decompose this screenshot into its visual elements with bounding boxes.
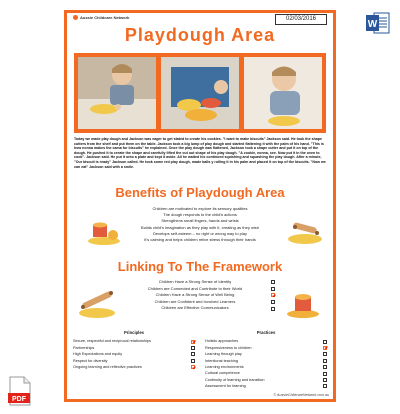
principle-label: Secure, respectful and reciprocal relationships: [73, 339, 151, 344]
pdf-document-icon[interactable]: [8, 376, 32, 406]
practice-label: Learning through play: [205, 352, 242, 357]
outcome-label: Children Have a Strong Sense of Well Being: [155, 292, 235, 298]
principle-label: High Expectations and equity: [73, 352, 123, 357]
principles-column: [73, 330, 195, 370]
practice-checkbox[interactable]: [323, 359, 327, 363]
practice-label: Holistic approaches: [205, 339, 239, 344]
playdough-tubs-icon: [87, 219, 121, 245]
linking-heading: Linking To The Framework: [117, 259, 283, 274]
principle-checkbox[interactable]: [191, 340, 195, 344]
practice-row: [205, 383, 327, 389]
principle-checkbox[interactable]: [191, 346, 195, 350]
benefit-item: Develops self-esteem – no right or wrong way to play: [152, 230, 248, 236]
principle-checkbox[interactable]: [191, 365, 195, 369]
principle-label: Ongoing learning and reflective practices: [73, 365, 142, 370]
document-sheet: [64, 10, 336, 402]
practice-label: Learning environments: [205, 365, 244, 370]
principle-checkbox[interactable]: [191, 359, 195, 363]
practice-label: Cultural competence: [205, 371, 240, 376]
benefits-heading: Benefits of Playdough Area: [115, 185, 285, 200]
photo-child-smiling: [244, 57, 322, 129]
framework-outcome-row: [125, 286, 275, 293]
practice-checkbox[interactable]: [323, 378, 327, 382]
practice-checkbox[interactable]: [323, 340, 327, 344]
benefit-item: Strengthens small fingers, hands and wrists: [161, 218, 239, 224]
principle-checkbox[interactable]: [191, 352, 195, 356]
framework-outcomes-list: [125, 279, 275, 312]
practice-checkbox[interactable]: [323, 384, 327, 388]
practice-label: Continuity of learning and transition: [205, 377, 265, 382]
framework-outcome-row: [125, 299, 275, 306]
practice-checkbox[interactable]: [323, 352, 327, 356]
page-title: Playdough Area: [124, 25, 276, 45]
practice-label: Intentional teaching: [205, 358, 238, 363]
framework-outcome-row: [125, 292, 275, 299]
benefits-list: [117, 206, 283, 243]
header-bar: [67, 13, 333, 24]
framework-outcome-row: [125, 279, 275, 286]
practice-checkbox[interactable]: [323, 365, 327, 369]
logo-text: Aussie Childcare Network: [80, 15, 130, 20]
practices-column: [205, 330, 327, 390]
logo-icon: [73, 15, 78, 20]
outcome-checkbox[interactable]: [271, 287, 275, 291]
practice-checkbox[interactable]: [323, 346, 327, 350]
observation-story: Today we made play dough and Jackson was eager to get stated to create his cookies. "I want to make biscuits" Jackson said. He took the shape cutters from the shelf and put them on the table. Jackson took a big lump of play dough and started flattening it with the palm of his hand. "This is how nonna makes the cama for biscuits" he explained. Once the play dough was flattened, Jackson took a shape cutter and put it on top of the dough. He pushed it to create the shape and carefully lifted the cut out shape of his play dough. "A cookie, nonna, see. Now put it in the oven to cook". Jackson said. He put it onto a plate and kept it aside. All he waited his continued squishing and squashing the play dough. After a minute, "Our biscuit is ready" Jackson called. He took some red play dough, made balls y rolling it in his palm and placed it on top of the biscuits. "Now we can eat" Jackson said with a smile.: [74, 137, 326, 169]
word-document-icon[interactable]: [366, 12, 390, 34]
practices-heading: Practices: [256, 330, 276, 335]
principle-row: [73, 364, 195, 370]
principle-label: Respect for diversity: [73, 358, 108, 363]
svg-text:W: W: [367, 19, 378, 30]
outcome-checkbox[interactable]: [271, 293, 275, 297]
framework-outcome-row: [125, 305, 275, 312]
practice-label: Responsiveness to children: [205, 345, 252, 350]
outcome-checkbox[interactable]: [271, 307, 275, 311]
logo: [73, 15, 129, 20]
outcome-label: Children are Confident and Involved Learners: [154, 298, 236, 304]
practice-checkbox[interactable]: [323, 372, 327, 376]
date-field: 02/03/2016: [275, 14, 327, 25]
principle-label: Partnerships: [73, 345, 95, 350]
photo-child-cutting-dough: [78, 57, 156, 129]
footer-copyright: © AussieChildcareNetwork.com.au: [273, 393, 329, 397]
benefit-item: It's calming and helps children relive stress through their hands: [144, 237, 256, 243]
benefit-item: Children are motivated to explore its sensory qualities: [152, 206, 248, 211]
pdf-label: PDF: [12, 396, 26, 403]
outcome-label: Children are Connected and Contribute to their World: [147, 285, 243, 291]
benefit-item: Builds child's imagination as they play with it, creating as they wish: [141, 224, 259, 230]
outcome-checkbox[interactable]: [271, 280, 275, 284]
outcome-label: Children Have a Strong Sense of Identity: [158, 279, 232, 284]
rolling-pin-icon: [287, 219, 323, 245]
photo-playdough-shapes: [161, 57, 239, 129]
outcome-label: Children are Effective Communicators: [161, 305, 229, 311]
benefit-item: The dough responds to the child's actions: [163, 212, 237, 218]
playdough-tub-icon: [285, 289, 321, 319]
principles-heading: Principles: [123, 330, 144, 335]
practice-label: Assessment for learning: [205, 384, 246, 389]
rolling-pin-dough-icon: [77, 289, 117, 319]
photo-strip: [74, 53, 326, 133]
outcome-checkbox[interactable]: [271, 300, 275, 304]
